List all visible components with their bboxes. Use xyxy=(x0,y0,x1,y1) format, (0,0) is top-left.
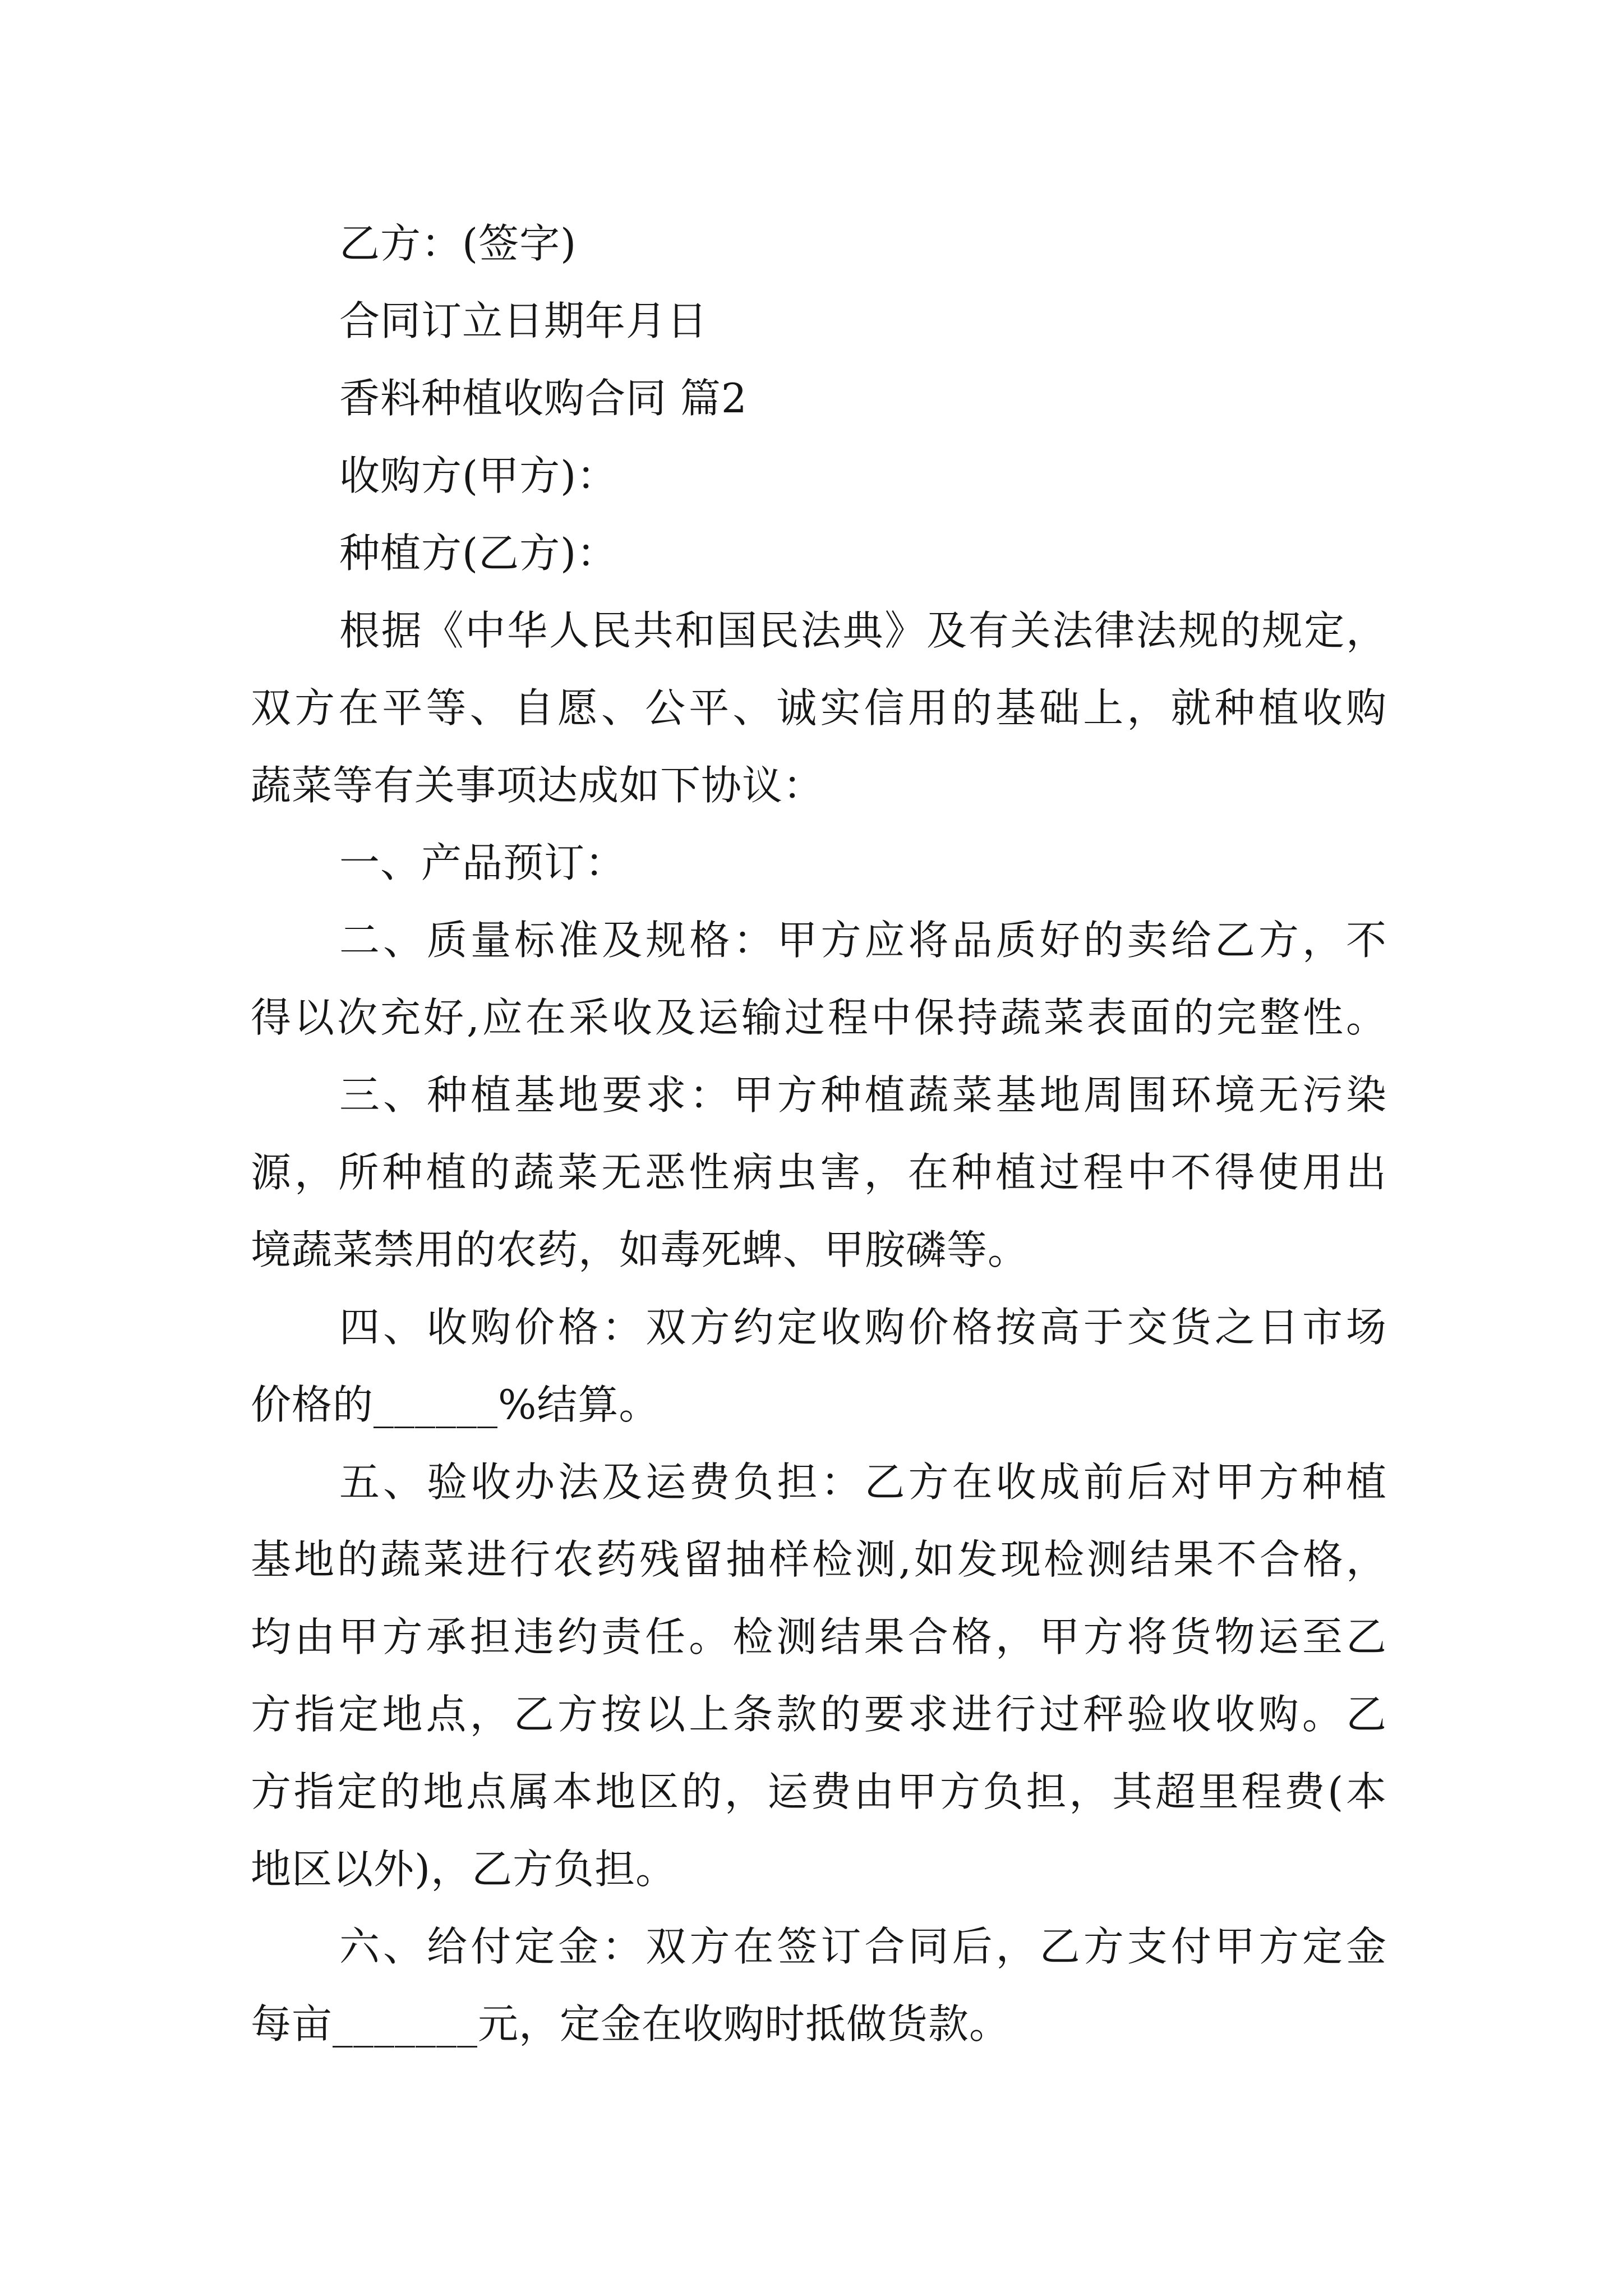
clause-5-acceptance-freight xyxy=(251,1443,1387,1908)
preamble-paragraph xyxy=(251,592,1387,824)
text-line: 价格的______%结算。 xyxy=(251,1381,660,1428)
text-line: 收购方(甲方)： xyxy=(339,452,618,499)
text-line: 方指定的地点属本地区的，运费由甲方负担，其超里程费(本 xyxy=(251,1768,1387,1815)
text-line: 一、产品预订： xyxy=(339,839,626,886)
clause-6-deposit xyxy=(251,1908,1387,2063)
contract-date-line xyxy=(251,282,1387,360)
text-line: 基地的蔬菜进行农药残留抽样检测,如发现检测结果不合格， xyxy=(251,1536,1387,1583)
text-line: 四、收购价格：双方约定收购价格按高于交货之日市场 xyxy=(339,1304,1387,1351)
text-line: 二、质量标准及规格：甲方应将品质好的卖给乙方，不 xyxy=(339,917,1387,964)
clause-1-product-order xyxy=(251,824,1387,901)
grower-party-line xyxy=(251,514,1387,592)
clause-4-purchase-price xyxy=(251,1289,1387,1443)
text-line: 种植方(乙方)： xyxy=(339,530,618,577)
text-line: 方指定地点，乙方按以上条款的要求进行过秤验收收购。乙 xyxy=(251,1691,1387,1738)
buyer-party-line xyxy=(251,437,1387,514)
contract-title xyxy=(251,360,1387,437)
text-line: 均由甲方承担违约责任。检测结果合格，甲方将货物运至乙 xyxy=(251,1613,1387,1660)
text-line: 三、种植基地要求：甲方种植蔬菜基地周围环境无污染 xyxy=(339,1071,1387,1119)
text-line: 六、给付定金：双方在签订合同后，乙方支付甲方定金 xyxy=(339,1923,1387,1970)
party-b-signature-line xyxy=(251,205,1387,282)
text-line: 地区以外)，乙方负担。 xyxy=(251,1846,677,1893)
text-line: 每亩_______元，定金在收购时抵做货款。 xyxy=(251,2000,1011,2047)
text-line: 香料种植收购合同 篇2 xyxy=(339,375,748,422)
contract-text xyxy=(251,205,1387,2063)
text-line: 双方在平等、自愿、公平、诚实信用的基础上，就种植收购 xyxy=(251,684,1387,731)
text-line: 蔬菜等有关事项达成如下协议： xyxy=(251,762,824,809)
text-line: 合同订立日期年月日 xyxy=(339,297,708,344)
text-line: 五、验收办法及运费负担：乙方在收成前后对甲方种植 xyxy=(339,1458,1387,1506)
clause-2-quality-standard xyxy=(251,901,1387,1056)
text-line: 乙方：(签字) xyxy=(339,220,577,267)
text-line: 境蔬菜禁用的农药，如毒死蜱、甲胺磷等。 xyxy=(251,1226,1029,1273)
text-line: 根据《中华人民共和国民法典》及有关法律法规的规定， xyxy=(339,607,1387,654)
clause-3-planting-base xyxy=(251,1056,1387,1289)
text-line: 源，所种植的蔬菜无恶性病虫害，在种植过程中不得使用出 xyxy=(251,1149,1387,1196)
text-line: 得以次充好,应在采收及运输过程中保持蔬菜表面的完整性。 xyxy=(251,994,1387,1041)
